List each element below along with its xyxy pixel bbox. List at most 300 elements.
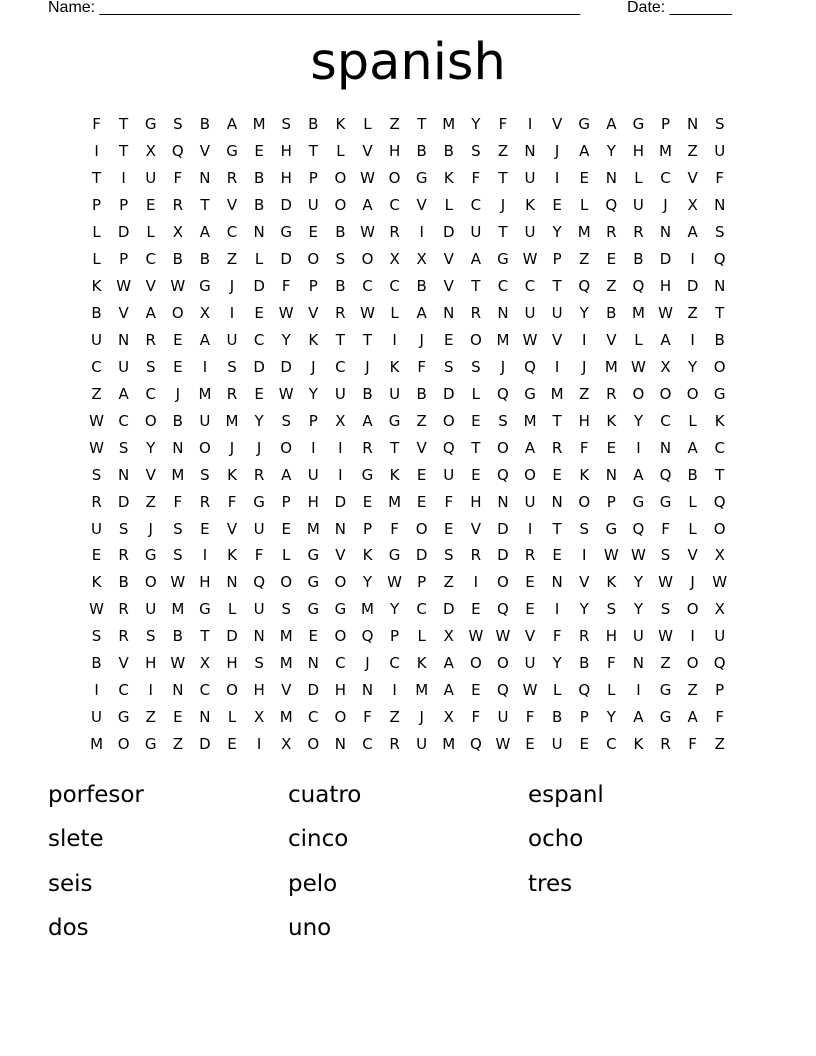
grid-letter: S bbox=[281, 411, 291, 430]
grid-letter: K bbox=[91, 277, 102, 296]
grid-letter: P bbox=[308, 411, 318, 430]
grid-letter: G bbox=[361, 465, 374, 484]
grid-letter: G bbox=[144, 546, 157, 565]
grid-letter: I bbox=[338, 465, 343, 484]
grid-letter: S bbox=[660, 600, 671, 619]
grid-letter: K bbox=[579, 465, 590, 484]
grid-letter: X bbox=[714, 600, 725, 619]
grid-letter: Y bbox=[579, 304, 589, 323]
grid-letter: N bbox=[632, 654, 645, 673]
grid-letter: U bbox=[524, 492, 536, 511]
grid-letter: E bbox=[579, 735, 589, 754]
grid-letter: F bbox=[390, 519, 399, 538]
word-list-item: cuatro bbox=[288, 782, 362, 808]
grid-letter: Y bbox=[254, 411, 264, 430]
grid-letter: B bbox=[335, 223, 346, 242]
grid-letter: A bbox=[226, 115, 238, 134]
grid-letter: U bbox=[307, 465, 319, 484]
grid-letter: N bbox=[172, 681, 184, 700]
grid-letter: A bbox=[633, 465, 644, 484]
grid-letter: O bbox=[334, 708, 347, 727]
grid-letter: P bbox=[552, 250, 562, 269]
grid-letter: F bbox=[579, 438, 589, 457]
grid-letter: Z bbox=[687, 304, 698, 323]
grid-letter: G bbox=[713, 384, 726, 403]
grid-letter: F bbox=[525, 708, 535, 727]
grid-letter: A bbox=[281, 465, 292, 484]
grid-letter: A bbox=[470, 250, 481, 269]
grid-letter: K bbox=[308, 330, 319, 349]
grid-letter: C bbox=[118, 411, 129, 430]
grid-letter: G bbox=[415, 169, 428, 188]
grid-letter: K bbox=[443, 169, 454, 188]
grid-letter: K bbox=[525, 196, 535, 215]
grid-letter: M bbox=[415, 681, 429, 700]
grid-letter: Q bbox=[632, 519, 645, 538]
grid-letter: W bbox=[495, 735, 511, 754]
grid-letter: K bbox=[227, 546, 237, 565]
grid-letter: A bbox=[443, 654, 454, 673]
grid-letter: J bbox=[500, 196, 506, 215]
grid-letter: J bbox=[256, 438, 262, 457]
grid-letter: W bbox=[603, 546, 619, 565]
grid-letter: K bbox=[606, 411, 617, 430]
grid-letter: Z bbox=[226, 250, 238, 269]
grid-letter: G bbox=[578, 115, 591, 134]
grid-letter: N bbox=[605, 465, 617, 484]
grid-letter: Q bbox=[497, 465, 509, 484]
grid-letter: R bbox=[389, 223, 400, 242]
grid-letter: B bbox=[91, 654, 102, 673]
grid-letter: Y bbox=[146, 438, 156, 457]
grid-letter: P bbox=[281, 492, 291, 511]
grid-letter: U bbox=[551, 304, 563, 323]
grid-letter: I bbox=[256, 735, 262, 754]
grid-letter: I bbox=[582, 546, 587, 565]
grid-letter: M bbox=[361, 600, 374, 619]
grid-letter: B bbox=[253, 196, 265, 215]
grid-letter: W bbox=[468, 627, 484, 646]
grid-letter: B bbox=[416, 142, 427, 161]
grid-letter: I bbox=[690, 330, 695, 349]
grid-letter: Y bbox=[633, 573, 643, 592]
grid-letter: B bbox=[308, 115, 319, 134]
grid-letter: U bbox=[551, 735, 563, 754]
grid-letter: S bbox=[444, 546, 454, 565]
grid-letter: U bbox=[632, 627, 644, 646]
grid-letter: N bbox=[334, 735, 346, 754]
grid-letter: L bbox=[607, 681, 616, 700]
grid-letter: F bbox=[715, 708, 725, 727]
grid-letter: D bbox=[253, 357, 265, 376]
grid-letter: K bbox=[227, 465, 237, 484]
grid-letter: O bbox=[388, 169, 401, 188]
grid-letter: V bbox=[145, 465, 156, 484]
grid-letter: C bbox=[524, 277, 536, 296]
grid-letter: W bbox=[170, 277, 186, 296]
grid-letter: W bbox=[712, 573, 728, 592]
grid-letter: G bbox=[307, 546, 320, 565]
grid-letter: T bbox=[200, 627, 210, 646]
grid-letter: D bbox=[442, 384, 455, 403]
grid-letter: Q bbox=[713, 492, 726, 511]
grid-letter: S bbox=[471, 357, 481, 376]
grid-letter: R bbox=[118, 600, 129, 619]
grid-letter: J bbox=[311, 357, 316, 376]
grid-letter: R bbox=[199, 492, 211, 511]
date-field-label: Date: _______ bbox=[627, 0, 732, 16]
grid-letter: R bbox=[118, 546, 129, 565]
grid-letter: W bbox=[522, 330, 538, 349]
grid-letter: P bbox=[308, 277, 318, 296]
grid-letter: M bbox=[225, 411, 239, 430]
grid-letter: X bbox=[199, 304, 211, 323]
grid-letter: G bbox=[659, 492, 672, 511]
grid-letter: O bbox=[524, 465, 536, 484]
grid-letter: B bbox=[579, 654, 590, 673]
grid-letter: Y bbox=[552, 654, 562, 673]
grid-letter: E bbox=[173, 708, 183, 727]
grid-letter: N bbox=[443, 304, 455, 323]
grid-letter: V bbox=[552, 115, 563, 134]
grid-letter: R bbox=[606, 223, 617, 242]
grid-letter: A bbox=[118, 384, 129, 403]
grid-letter: L bbox=[336, 142, 345, 161]
grid-letter: J bbox=[229, 438, 235, 457]
grid-letter: A bbox=[606, 115, 617, 134]
grid-letter: W bbox=[631, 357, 646, 376]
grid-letter: N bbox=[226, 573, 238, 592]
grid-letter: I bbox=[419, 223, 424, 242]
grid-letter: M bbox=[171, 600, 185, 619]
grid-letter: I bbox=[121, 169, 126, 188]
grid-letter: O bbox=[713, 357, 726, 376]
grid-letter: I bbox=[229, 304, 235, 323]
grid-letter: Z bbox=[579, 250, 590, 269]
grid-letter: T bbox=[335, 330, 345, 349]
grid-letter: Q bbox=[497, 384, 509, 403]
grid-letter: U bbox=[199, 411, 211, 430]
grid-letter: M bbox=[550, 384, 564, 403]
grid-letter: C bbox=[253, 330, 265, 349]
grid-letter: E bbox=[254, 384, 264, 403]
grid-letter: G bbox=[226, 142, 238, 161]
grid-letter: E bbox=[281, 519, 291, 538]
grid-letter: A bbox=[687, 438, 698, 457]
grid-letter: S bbox=[173, 115, 183, 134]
grid-letter: O bbox=[361, 250, 374, 269]
grid-letter: R bbox=[91, 492, 102, 511]
word-list-item: ocho bbox=[528, 826, 584, 853]
grid-letter: A bbox=[362, 196, 373, 215]
grid-letter: V bbox=[118, 654, 129, 673]
grid-letter: A bbox=[199, 330, 211, 349]
grid-letter: O bbox=[280, 438, 293, 457]
grid-letter: P bbox=[606, 492, 616, 511]
grid-letter: Z bbox=[145, 708, 156, 727]
grid-letter: I bbox=[554, 600, 560, 619]
grid-letter: A bbox=[687, 708, 698, 727]
grid-letter: Z bbox=[714, 735, 725, 754]
grid-letter: U bbox=[524, 169, 536, 188]
grid-letter: W bbox=[360, 223, 375, 242]
grid-letter: V bbox=[443, 250, 454, 269]
grid-letter: Y bbox=[362, 573, 373, 592]
grid-letter: S bbox=[200, 465, 210, 484]
grid-letter: A bbox=[199, 223, 211, 242]
grid-letter: G bbox=[659, 708, 672, 727]
grid-letter: U bbox=[524, 223, 536, 242]
grid-letter: K bbox=[335, 115, 346, 134]
grid-letter: R bbox=[660, 735, 671, 754]
grid-letter: C bbox=[389, 196, 400, 215]
grid-letter: N bbox=[686, 115, 699, 134]
grid-letter: W bbox=[89, 438, 104, 457]
grid-letter: U bbox=[714, 627, 726, 646]
grid-letter: Y bbox=[552, 223, 562, 242]
grid-letter: M bbox=[577, 223, 591, 242]
grid-letter: V bbox=[579, 573, 590, 592]
grid-letter: N bbox=[361, 681, 374, 700]
grid-letter: J bbox=[554, 142, 560, 161]
grid-letter: E bbox=[416, 492, 427, 511]
grid-letter: M bbox=[631, 304, 645, 323]
grid-letter: U bbox=[524, 304, 536, 323]
grid-letter: Z bbox=[443, 573, 454, 592]
grid-letter: N bbox=[551, 492, 563, 511]
grid-letter: H bbox=[632, 142, 645, 161]
word-list-item: tres bbox=[528, 870, 573, 897]
grid-letter: E bbox=[525, 735, 535, 754]
grid-letter: O bbox=[686, 600, 699, 619]
grid-letter: B bbox=[443, 142, 454, 161]
grid-letter: D bbox=[307, 681, 320, 700]
grid-letter: B bbox=[416, 277, 427, 296]
grid-letter: O bbox=[578, 492, 591, 511]
grid-letter: B bbox=[172, 627, 183, 646]
grid-letter: U bbox=[91, 519, 103, 538]
grid-letter: N bbox=[659, 438, 672, 457]
grid-letter: O bbox=[497, 573, 509, 592]
grid-letter: Q bbox=[659, 465, 672, 484]
grid-letter: X bbox=[443, 627, 454, 646]
grid-letter: H bbox=[280, 142, 292, 161]
grid-letter: F bbox=[715, 169, 725, 188]
grid-letter: Y bbox=[471, 115, 481, 134]
grid-letter: F bbox=[281, 277, 291, 296]
grid-letter: O bbox=[497, 438, 509, 457]
grid-letter: V bbox=[687, 169, 698, 188]
grid-letter: F bbox=[471, 169, 481, 188]
grid-letter: M bbox=[604, 357, 618, 376]
name-field-label: Name: ______________________________________________________ bbox=[48, 0, 581, 16]
grid-letter: S bbox=[471, 142, 481, 161]
grid-letter: O bbox=[469, 654, 482, 673]
grid-letter: O bbox=[226, 681, 238, 700]
grid-letter: O bbox=[497, 654, 509, 673]
grid-letter: F bbox=[173, 169, 183, 188]
grid-letter: Q bbox=[171, 142, 184, 161]
grid-letter: U bbox=[416, 735, 428, 754]
grid-letter: F bbox=[688, 735, 697, 754]
grid-letter: H bbox=[145, 654, 157, 673]
grid-letter: Z bbox=[660, 654, 671, 673]
grid-letter: K bbox=[91, 573, 102, 592]
grid-letter: C bbox=[91, 357, 102, 376]
grid-letter: P bbox=[119, 196, 129, 215]
grid-letter: D bbox=[280, 196, 292, 215]
grid-letter: M bbox=[279, 654, 293, 673]
grid-letter: W bbox=[495, 627, 511, 646]
grid-letter: L bbox=[688, 492, 697, 511]
grid-letter: L bbox=[254, 250, 264, 269]
grid-letter: J bbox=[663, 196, 668, 215]
grid-letter: G bbox=[144, 115, 157, 134]
grid-letter: T bbox=[715, 465, 725, 484]
grid-letter: U bbox=[714, 142, 726, 161]
puzzle-title: spanish bbox=[310, 33, 506, 92]
grid-letter: C bbox=[389, 277, 400, 296]
grid-letter: B bbox=[172, 411, 183, 430]
grid-letter: A bbox=[633, 708, 644, 727]
grid-letter: R bbox=[172, 196, 184, 215]
grid-letter: W bbox=[522, 250, 538, 269]
word-list-item: seis bbox=[48, 870, 93, 897]
grid-letter: Q bbox=[713, 250, 726, 269]
grid-letter: M bbox=[496, 330, 510, 349]
grid-letter: L bbox=[444, 196, 453, 215]
grid-letter: B bbox=[416, 384, 427, 403]
grid-letter: T bbox=[308, 142, 318, 161]
grid-letter: C bbox=[335, 357, 346, 376]
grid-letter: X bbox=[416, 250, 427, 269]
grid-letter: L bbox=[552, 681, 562, 700]
grid-letter: T bbox=[498, 223, 508, 242]
grid-letter: T bbox=[498, 169, 508, 188]
grid-letter: J bbox=[229, 277, 235, 296]
grid-letter: O bbox=[632, 384, 645, 403]
grid-letter: S bbox=[281, 600, 291, 619]
grid-letter: O bbox=[415, 519, 428, 538]
grid-letter: O bbox=[334, 196, 347, 215]
word-list bbox=[48, 775, 768, 952]
grid-letter: T bbox=[362, 330, 373, 349]
grid-letter: O bbox=[144, 411, 157, 430]
grid-letter: M bbox=[442, 735, 456, 754]
grid-letter: I bbox=[94, 681, 99, 700]
grid-letter: D bbox=[497, 546, 509, 565]
grid-letter: Q bbox=[497, 600, 509, 619]
grid-letter: U bbox=[226, 330, 238, 349]
grid-letter: W bbox=[89, 411, 104, 430]
grid-letter: A bbox=[660, 330, 671, 349]
grid-letter: E bbox=[444, 330, 454, 349]
grid-letter: F bbox=[552, 627, 562, 646]
grid-letter: N bbox=[199, 169, 211, 188]
grid-letter: B bbox=[118, 573, 129, 592]
grid-letter: B bbox=[633, 250, 644, 269]
grid-letter: Z bbox=[497, 142, 509, 161]
grid-letter: S bbox=[227, 357, 237, 376]
grid-letter: U bbox=[470, 223, 482, 242]
grid-letter: S bbox=[660, 546, 671, 565]
grid-letter: C bbox=[362, 735, 373, 754]
grid-letter: A bbox=[362, 411, 373, 430]
grid-letter: Z bbox=[687, 142, 698, 161]
grid-letter: K bbox=[633, 735, 644, 754]
grid-letter: X bbox=[660, 357, 671, 376]
grid-letter: F bbox=[254, 546, 264, 565]
grid-letter: V bbox=[552, 330, 563, 349]
grid-letter: D bbox=[280, 250, 292, 269]
grid-letter: H bbox=[334, 681, 347, 700]
grid-letter: F bbox=[471, 708, 481, 727]
grid-letter: W bbox=[658, 573, 673, 592]
grid-letter: E bbox=[227, 735, 237, 754]
grid-letter: M bbox=[279, 708, 293, 727]
grid-letter: N bbox=[524, 142, 536, 161]
grid-letter: E bbox=[471, 465, 481, 484]
grid-letter: W bbox=[278, 304, 294, 323]
grid-letter: S bbox=[118, 519, 129, 538]
grid-letter: U bbox=[307, 196, 319, 215]
grid-letter: I bbox=[554, 357, 560, 376]
grid-letter: U bbox=[632, 196, 644, 215]
grid-letter: B bbox=[714, 330, 725, 349]
grid-letter: E bbox=[552, 196, 562, 215]
grid-letter: A bbox=[579, 142, 590, 161]
grid-letter: R bbox=[551, 438, 563, 457]
grid-letter: S bbox=[579, 519, 589, 538]
grid-letter: X bbox=[172, 223, 183, 242]
grid-letter: W bbox=[631, 546, 646, 565]
grid-letter: W bbox=[658, 304, 673, 323]
grid-letter: Q bbox=[632, 277, 645, 296]
grid-letter: G bbox=[253, 492, 265, 511]
grid-letter: V bbox=[226, 196, 238, 215]
grid-letter: S bbox=[145, 357, 156, 376]
grid-letter: J bbox=[175, 384, 181, 403]
grid-letter: S bbox=[173, 546, 183, 565]
grid-letter: E bbox=[200, 519, 210, 538]
grid-letter: E bbox=[606, 250, 617, 269]
grid-letter: H bbox=[578, 411, 590, 430]
grid-letter: I bbox=[690, 250, 695, 269]
grid-letter: T bbox=[91, 169, 102, 188]
grid-letter: S bbox=[118, 438, 129, 457]
grid-letter: J bbox=[365, 654, 370, 673]
grid-letter: N bbox=[118, 330, 130, 349]
grid-letter: B bbox=[606, 304, 617, 323]
grid-letter: S bbox=[145, 627, 156, 646]
grid-letter: C bbox=[145, 250, 156, 269]
grid-letter: T bbox=[552, 411, 562, 430]
grid-letter: H bbox=[388, 142, 401, 161]
grid-letter: G bbox=[632, 115, 645, 134]
grid-letter: E bbox=[91, 546, 102, 565]
grid-letter: T bbox=[119, 115, 129, 134]
grid-letter: C bbox=[470, 196, 482, 215]
grid-letter: K bbox=[362, 546, 373, 565]
grid-letter: U bbox=[91, 330, 103, 349]
grid-letter: X bbox=[145, 142, 156, 161]
grid-letter: X bbox=[199, 654, 211, 673]
grid-letter: B bbox=[91, 304, 102, 323]
grid-letter: Y bbox=[579, 600, 589, 619]
grid-letter: L bbox=[92, 250, 101, 269]
grid-letter: M bbox=[442, 115, 456, 134]
grid-letter: H bbox=[226, 654, 238, 673]
